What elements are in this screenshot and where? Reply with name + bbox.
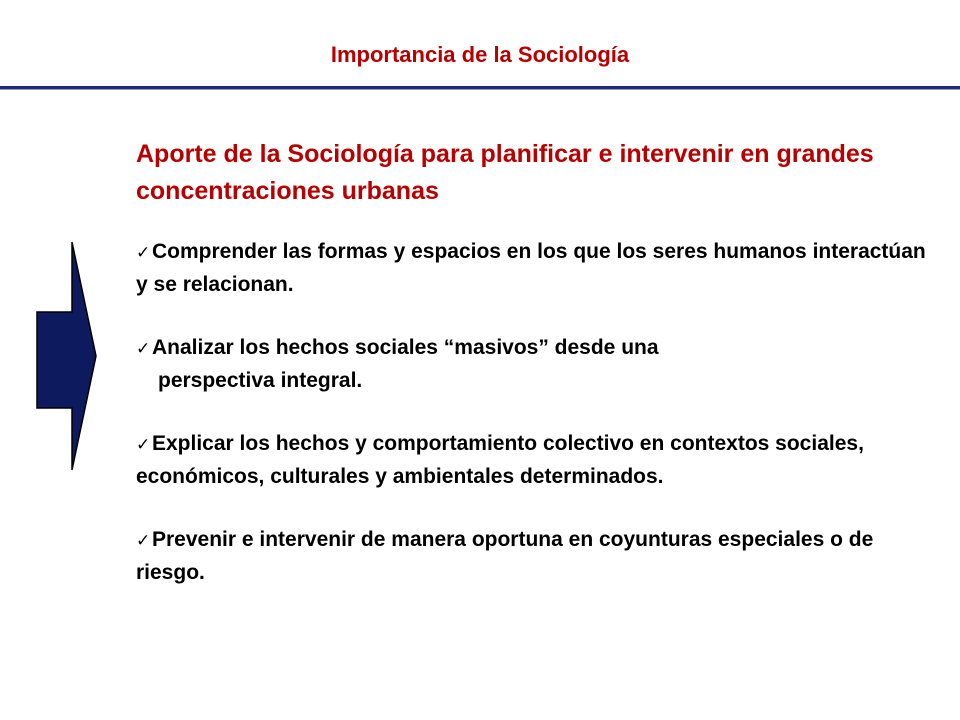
bullet-text: Prevenir e intervenir de manera oportuna en coyunturas especiales o de riesgo. xyxy=(136,528,874,584)
right-arrow-icon xyxy=(34,240,100,472)
list-item xyxy=(136,428,926,493)
title-divider xyxy=(0,86,960,90)
checkmark-icon: ✓ xyxy=(136,243,151,262)
checkmark-icon: ✓ xyxy=(136,531,151,550)
list-item xyxy=(136,524,926,589)
bullet-text-continuation: perspectiva integral. xyxy=(158,369,363,392)
section-heading: Aporte de la Sociología para planificar e intervenir en grandes concentraciones urbanas xyxy=(136,140,874,205)
bullet-list xyxy=(136,236,926,620)
bullet-text: Comprender las formas y espacios en los que los seres humanos interactúan y se relacionan. xyxy=(136,240,926,296)
slide-title: Importancia de la Sociología xyxy=(330,42,630,67)
bullet-text: Analizar los hechos sociales “masivos” desde una xyxy=(152,336,659,359)
checkmark-icon: ✓ xyxy=(136,435,151,454)
list-item xyxy=(136,332,926,397)
checkmark-icon: ✓ xyxy=(136,339,151,358)
bullet-text: Explicar los hechos y comportamiento colectivo en contextos sociales, económicos, culturales y ambientales determinados. xyxy=(136,432,864,488)
list-item xyxy=(136,236,926,301)
